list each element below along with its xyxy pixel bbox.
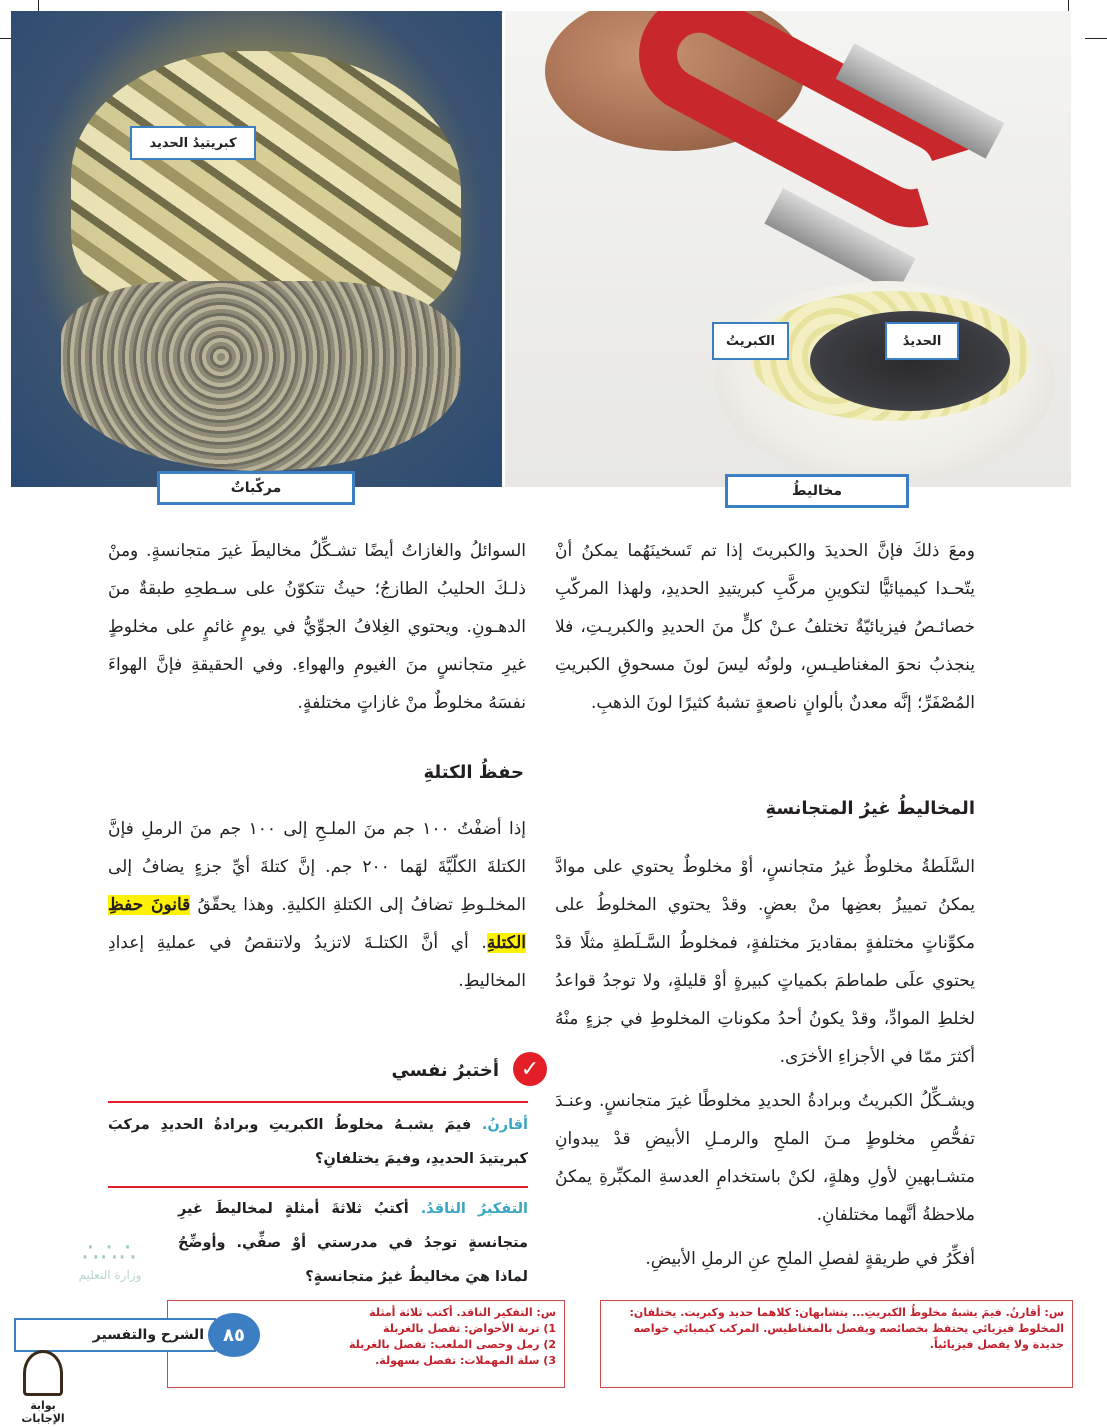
answer-left-2: 2) رمل وحصى الملعب: تفصل بالغربلة [349,1338,556,1351]
right-column-2 [555,848,975,1284]
section-tab [14,1318,216,1352]
label-iron-sulfide: كبريتيدُ الحديد [130,126,256,160]
dome-icon [23,1350,63,1396]
paragraph-mass [108,810,526,1000]
pyrite-base [61,281,461,471]
question-compare [108,1108,528,1176]
ministry-logo: ∴∴∴ وزارة التعليم [50,1238,170,1308]
answer-left-3: 3) سلة المهملات: تفصل بسهولة. [375,1354,556,1367]
law-highlight: قانونَ حفظِ الكتلةِ [108,895,526,953]
question-body: أكتبُ ثلاثةَ أمثلةٍ لمخاليطَ غيرِ متجانسةٍ توجدُ في مدرستي أوْ صفِّي. وأوضِّحُ لماذا هيَ مخاليطُ غيرُ متجانسةٍ؟ [178,1201,528,1285]
magnet-mixture-photo [505,11,1071,487]
paragraph-sulfur-iron: ويشـكِّلُ الكبريتُ وبرادةُ الحديدِ مخلوطًا غيرَ متجانسٍ. وعنـدَ تفحُّصِ مخلوطٍ مـنَ الملحِ والرمـلِ الأبيضِ قدْ يبدوانِ متشـابهينِ لأولِ وهلةٍ، لكنْ باستخدامِ العدسةِ المكبِّرةِ يمكنُ ملاحظةُ أنَّهما مختلفانِ. [555,1091,975,1225]
self-test-title: أختبرُ نفسي [391,1060,499,1081]
heading-heterogeneous-mixtures: المخاليطُ غيرُ المتجانسةِ [765,798,975,819]
ministry-text: وزارة التعليم [78,1268,142,1282]
caption-compounds: مركّباتٌ [157,471,355,505]
paragraph-liquids-gases: السوائلُ والغازاتُ أيضًا تشـكِّلُ مخاليطَ غيرَ متجانسةٍ. ومنْ ذلـكَ الحليبُ الطازجُ؛ حيثُ تتكوّنُ على سـطحِهِ طبقةٌ منَ الدهـونِ. ويحتوي الغِلافُ الجوِّيُّ في يومٍ غائمٍ على مخلوطٍ غيرِ متجانسٍ منَ الغيومِ والهواءِ. وفي الحقيقةِ فإنَّ الهواءَ نفسَهُ مخلوطٌ منْ غازاتٍ مختلفةٍ. [108,541,526,713]
check-icon: ✓ [513,1052,547,1086]
answer-box-right: س: أقارنُ. فيمَ يشبهُ مخلوطُ الكبريتِ... يتشابهان: كلاهما حديد وكبريت. يختلفان: المخلوط فيزيائي يحتفظ بخصائصه ويفصل بالمغناطيس. المركب كيميائي خواصه جديدة ولا يفصل فيزيائياً. [600,1300,1073,1388]
right-column [555,532,975,728]
paragraph-think: أفكِّرُ في طريقةٍ لفصلِ الملحِ عنِ الرملِ الأبيضِ. [645,1249,975,1269]
question-lead: التفكيرُ الناقدُ. [420,1201,528,1217]
answer-left-q: س: التفكير الناقد. أكتب ثلاثة أمثلة [369,1306,556,1319]
divider [108,1101,528,1103]
crop-mark [1085,38,1107,39]
question-body: فيمَ يشبـهُ مخلوطُ الكبريتِ وبرادةُ الحديدِ مركبَ كبريتيدَ الحديدِ، وفيمَ يختلفانِ؟ [108,1117,528,1167]
mass-text-b: . أي أنَّ الكتلـةَ لاتزيدُ ولاتنقصُ في عمليةِ إعدادِ المخاليطِ. [108,933,526,991]
pyrite-photo [11,11,502,487]
label-sulfur: الكبريتُ [712,322,789,360]
caption-mixtures: مخاليطُ [725,474,909,508]
answer-left-1: 1) تربة الأحواض: تفصل بالغربلة [383,1322,556,1335]
label-iron: الحديدُ [885,322,959,360]
question-lead: أقارنُ. [481,1117,528,1133]
section-tab-label: الشرح والتفسير [92,1327,204,1343]
brand-name: بوابة الإجابات [21,1399,65,1425]
paragraph-salad: السَّلَطةُ مخلوطٌ غيرُ متجانسٍ، أوْ مخلوطٌ يحتوي على موادَّ يمكنُ تمييزُ بعضِها منْ بعضٍ. وقدْ يحتوي المخلوطُ على مكوِّناتٍ مختلفةٍ بمقاديرَ مختلفةٍ، فمخلوطُ السَّـلَطةِ مثلًا قدْ يحتوي علَى طماطمَ بكمياتٍ كبيرةٍ أوْ قليلةٍ، ولا توجدُ قواعدُ لخلطِ الموادِّ، وقدْ يكونُ أحدُ مكوناتِ المخلوطِ في جزءٍ منْهُ أكثرَ ممّا في الأجزاءِ الأخرَى. [555,857,975,1067]
mass-text-a: إذا أضفْتُ ١٠٠ جم منَ الملـحِ إلى ١٠٠ جم منَ الرملِ فإنَّ الكتلةَ الكلّيَّةَ لهَما ٢٠٠ جم. إنَّ كتلةَ أيِّ جزءٍ يضافُ إلى المخلـوطِ تضافُ إلى الكتلةِ الكليةِ. وهذا يحقّقُ [108,819,526,915]
paragraph-compound-formation: ومعَ ذلكَ فإنَّ الحديدَ والكبريتَ إذا تم تَسخينَهُما يمكنُ أنْ يتّحـدا كيميائيًّا لتكوينِ مركَّبِ كبريتيدِ الحديدِ، ولهذا المركّبِ خصائـصُ فيزيائيّةٌ تختلفُ عـنْ كلٍّ منَ الحديدِ والكبريـتِ، فلا ينجذبُ نحوَ المغناطيـسِ، ولونُه ليسَ لونَ مسحوقِ الكبريتِ المُصْفَرِّ؛ إنَّه معدنٌ بألوانٍ ناصعةٍ تشبهُ كثيرًا لونَ الذهبِ. [555,541,975,713]
page-number: ٨٥ [208,1313,260,1357]
left-column-2 [108,810,526,1006]
divider [108,1186,528,1188]
left-column [108,532,526,728]
question-critical-thinking [178,1192,528,1294]
heading-conservation-of-mass: حفظُ الكتلةِ [423,762,524,783]
answers-gate-logo [8,1350,78,1425]
